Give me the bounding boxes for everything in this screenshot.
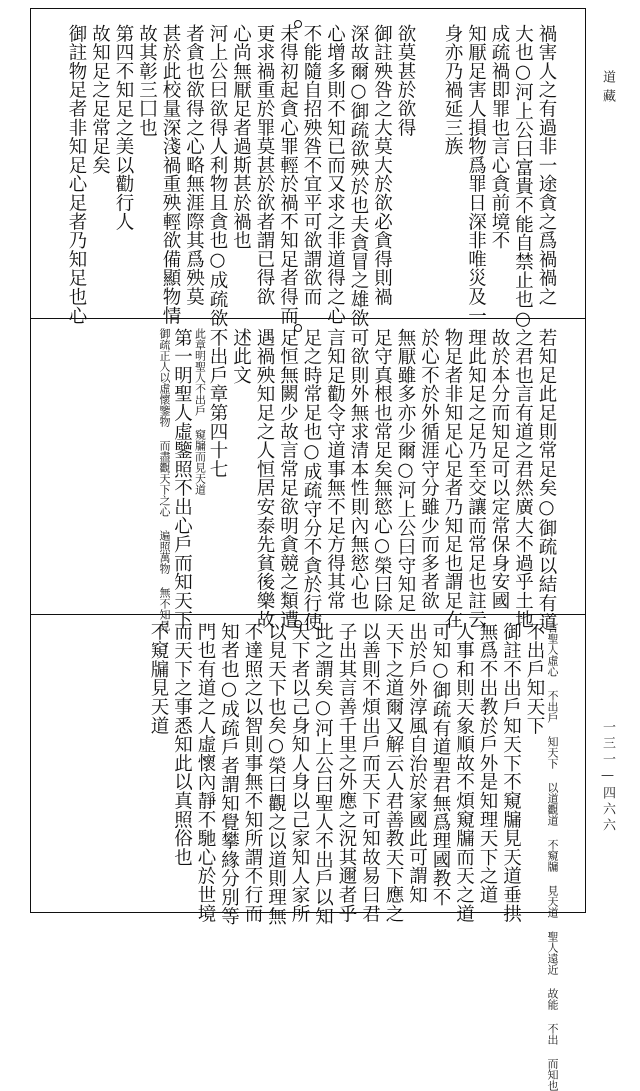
text-column: 無厭雖多亦少爾○河上公曰守知足 bbox=[395, 328, 416, 613]
text-column: 故於本分而知足可以定常保身安國 bbox=[489, 328, 510, 610]
text-column: 知者也○成疏戶者謂知覺攀緣分別等 bbox=[218, 622, 240, 926]
text-column: 述此文 bbox=[230, 328, 252, 385]
text-column: 河上公曰欲得人利物且貪也○成疏欲 bbox=[207, 24, 228, 328]
text-column: 御註殃咎之大莫大於欲必貪得則禍 bbox=[371, 24, 393, 306]
text-column: 天下者以己身知人身以己家知人家所 bbox=[289, 622, 310, 923]
text-column: 以善則不煩出戶而天下可知故易曰君 bbox=[359, 622, 381, 923]
text-column: 不能隨自招殃咎不宜平可欲謂欲而 bbox=[301, 24, 322, 306]
text-panel-middle bbox=[38, 328, 558, 632]
panel-divider bbox=[30, 318, 586, 319]
text-column: 成疏禍即罪也言心貪前境不 bbox=[489, 24, 510, 250]
text-column: 第一明聖人虛鑒照不出心戶而知天下 bbox=[171, 328, 193, 629]
text-column: 天下之道爾又解云人君善教天下應之 bbox=[383, 622, 404, 923]
text-column: 足守真根也常足矣無慾心○榮曰除 bbox=[371, 328, 393, 613]
text-column: 故其彰三囗也 bbox=[136, 24, 158, 137]
text-column: 而天下之事悉知此以真照俗也 bbox=[171, 622, 193, 867]
text-column: 此之謂矣○河上公曰聖人不出戶以知 bbox=[312, 622, 334, 926]
text-column: 御註物足者非知足心足者乃知足也心 bbox=[66, 24, 87, 325]
text-column: 故知足之足常足矣 bbox=[89, 24, 111, 175]
text-column: 不窺牖見天道 bbox=[148, 622, 169, 735]
text-column: 不出戶章第四十七 bbox=[207, 328, 228, 479]
text-column: 不出戶知天下 bbox=[524, 622, 545, 735]
text-column: 於心不於外循涯守分雖少而多者欲 bbox=[418, 328, 440, 610]
text-column: 物足者非知足心足者乃知足也謂足在 bbox=[442, 328, 463, 629]
collection-title: 道藏 bbox=[600, 70, 615, 108]
text-column: 出於戶外淳風自治於家國此可謂知 bbox=[406, 622, 428, 904]
text-column: 身亦乃禍延三族 bbox=[442, 24, 463, 156]
text-column: 可欲則外無求清本性則內無慾心也 bbox=[348, 328, 369, 610]
page-number: 一三一—四六六 bbox=[600, 720, 615, 834]
text-column: 者貪也欲得之心略無涯際其爲殃莫 bbox=[183, 24, 205, 306]
text-column: 御註不出戶知天下不窺牖見天道垂拱 bbox=[500, 622, 522, 923]
text-column: 之君也言有道之君然廣大不過乎土地 bbox=[512, 328, 534, 629]
annotation-column: 此章明聖人不出戶 窺牖而見天道 bbox=[193, 328, 207, 495]
text-column: 欲莫甚於欲得 bbox=[395, 24, 416, 137]
text-column: 以見天下也矣○榮曰觀之以道則理無 bbox=[265, 622, 287, 926]
text-column: 可知○御疏有道聖君無爲理國教不 bbox=[430, 622, 451, 907]
text-column: 更求禍重於罪莫甚於欲者謂已得欲 bbox=[254, 24, 275, 306]
text-column: 子出其言善千里之外應之況其邇者乎 bbox=[336, 622, 357, 923]
text-panel-bottom bbox=[38, 622, 559, 1091]
text-column: 甚於此校量深淺禍重殃輕欲備顯物情 bbox=[160, 24, 181, 325]
text-column: 若知足此足則常足矣○御疏以結有道 bbox=[536, 328, 557, 632]
text-column: 足恒無闕少故言常足欲明貪競之類遭 bbox=[277, 328, 299, 629]
text-column: 知厭足害人損物爲罪日深非唯災及一 bbox=[465, 24, 487, 325]
text-column: 遇禍殃知足之人恒居安泰先貧後樂故 bbox=[254, 328, 275, 629]
text-column: 深故爾○御疏欲殃於也夫貪冒之雄欲 bbox=[348, 24, 369, 328]
text-column: 心尚無厭足者過斯甚於禍也 bbox=[230, 24, 252, 250]
text-column: 第四不知足之美以勸行人 bbox=[113, 24, 134, 231]
text-column: 心增多則不知已而又求之非道得之心 bbox=[324, 24, 346, 325]
text-column: 未得初起貪心罪輕於禍不知足者得而 bbox=[277, 24, 299, 325]
text-panel-top bbox=[38, 24, 558, 330]
annotation-column: 言聖人虛心 不出戶 知天下 以道觀道 不窺牖 見天道 聖人遠近 故能 不出 而知也 bbox=[546, 622, 559, 1091]
text-column: 不達照之以智則事無不知所謂不行而 bbox=[242, 622, 263, 923]
text-column: 言知足勸令守道事無不足方得其常 bbox=[324, 328, 346, 610]
text-column: 足之時常足也○成疏守分不貪於行使 bbox=[301, 328, 322, 632]
annotation-column: 御疏正人以虛懷鑒物 而盡觀天下之心 遍照萬物 無不知見 bbox=[158, 328, 171, 631]
text-column: 禍害人之有過非一途貪之爲禍禍之 bbox=[536, 24, 557, 306]
text-column: 大也○河上公曰富貴不能自禁止也○ bbox=[512, 24, 534, 330]
text-column: 門也有道之人虛懷內靜不馳心於世境 bbox=[195, 622, 216, 923]
text-column: 人事和則天象順故不煩窺牖而天之道 bbox=[453, 622, 475, 923]
text-column: 理此知足之足乃至交讓而常足也註云 bbox=[465, 328, 487, 629]
text-column: 無爲不出教於戶外是知理天下之道 bbox=[477, 622, 498, 904]
